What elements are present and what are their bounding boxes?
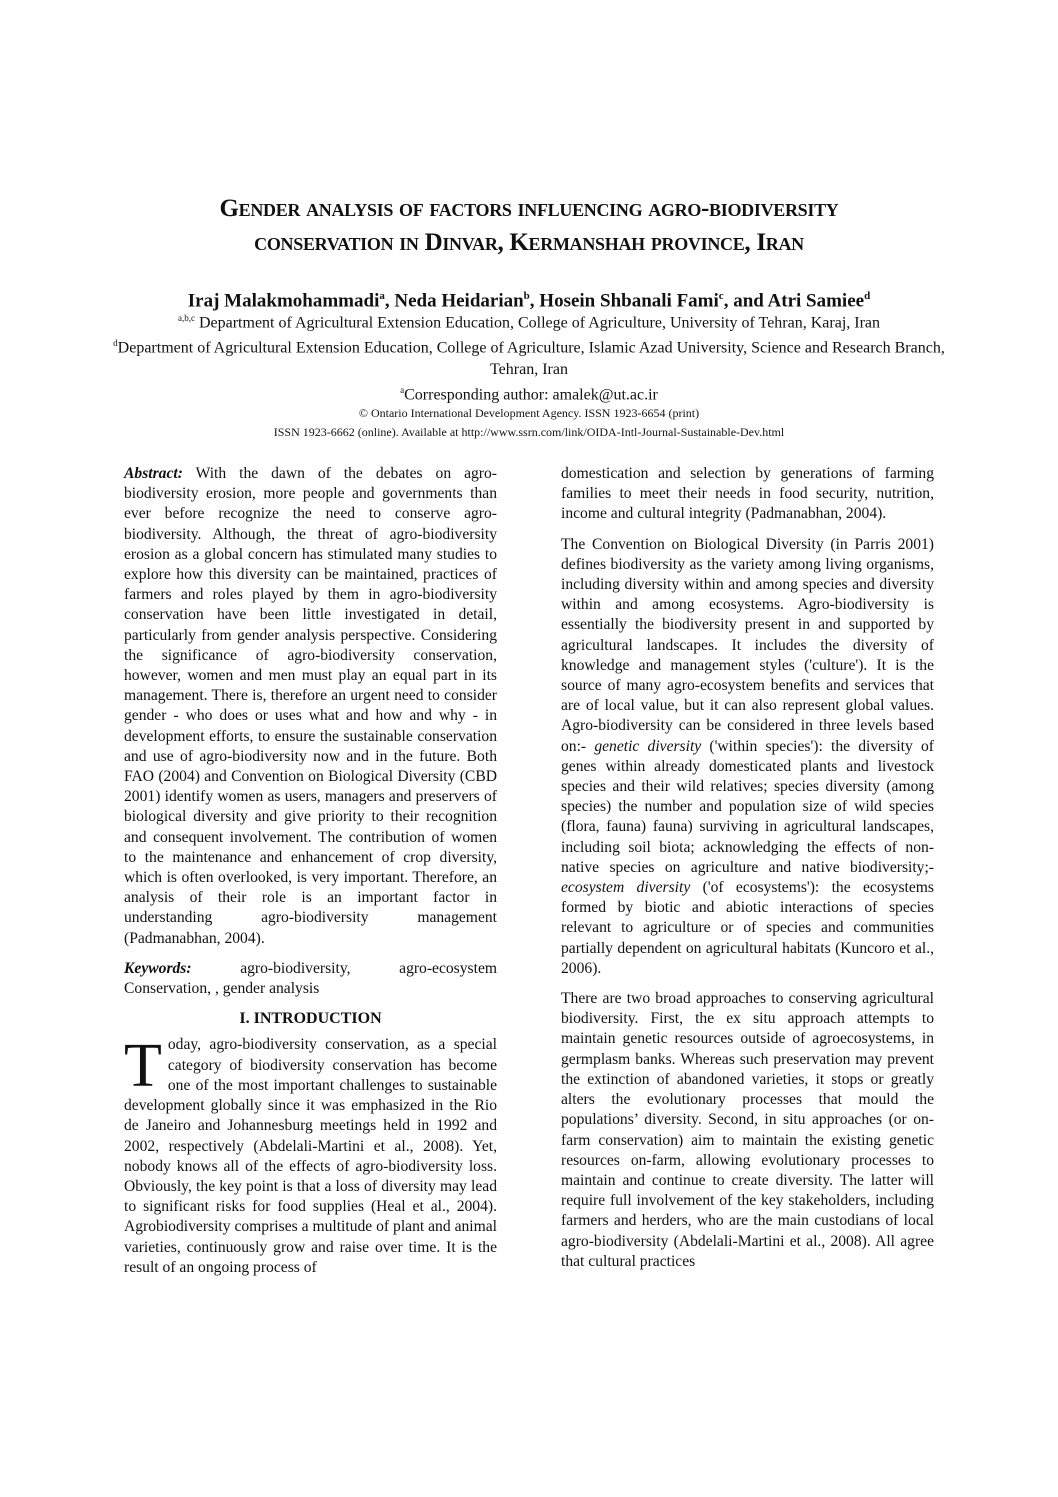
intro-paragraph-1-continued: domestication and selection by generations of farming families to meet their needs in food security, nutrition, income and cultural integrity (Padmanabhan, 2004). [561,465,934,523]
author-separator: , [384,290,395,312]
copyright-line-1: © Ontario International Development Agency. ISSN 1923-6654 (print) [358,406,700,420]
author-name: Atri Samiee [767,290,865,312]
affiliation-text: Department of Agricultural Extension Education, College of Agriculture, Islamic Azad University, Science and Research Branch, Tehran, Iran [117,339,945,378]
drop-cap: T [124,1032,162,1101]
author-name: Neda Heidarian [394,290,524,312]
author-sup: a [379,290,385,302]
affiliation-sup: d [113,338,118,349]
keywords-label: Keywords: [124,959,192,977]
para2-text-a: The Convention on Biological Diversity (in Parris 2001) defines biodiversity as the variety among living organisms, including diversity within and among species and diversity within and among ecosystems. Agro-biodiversity is essentially the biodiversity present in and supported by agricultural landscapes. It includes the diversity of knowledge and management styles ('culture'). It is the source of many agro-ecosystem benefits and services that are of local value, but it can also represent global values. Agro-biodiversity can be considered in three levels based on:- [561,535,934,755]
keywords-text: agro-biodiversity, agro-ecosystem Conservation, , gender analysis [124,959,497,998]
right-column [561,464,934,1282]
title-line-2: conservation in Dinvar, Kermanshah province, Iran [254,229,804,256]
corresponding-sup: a [400,384,405,395]
abstract-label: Abstract: [124,465,183,482]
author-sup: c [718,290,724,302]
affiliation-1 [100,308,958,333]
affiliation-text: Department of Agricultural Extension Education, College of Agriculture, University of Tehran, Karaj, Iran [194,314,881,332]
author-sup: b [523,290,530,302]
para2-text-b: ('within species'): the diversity of genes within already domesticated plants and livestock species and their wild relatives; species diversity (among species) the number and population size of wild species (flora, fauna) fauna) surviving in agricultural landscapes, including soil biota; acknowledging the effects of non-native species on agriculture and native biodiversity;- [561,737,934,876]
author-name: Hosein Shbanali Fami [539,290,719,312]
affiliation-2 [100,333,958,379]
author-sup: d [864,290,871,302]
intro-paragraph-1-text: oday, agro-biodiversity conservation, as a special category of biodiversity conservation has become one of the most important challenges to sustainable development globally since it was emphasized in the Rio de Janeiro and Johannesburg meetings held in 1992 and 2002, respectively (Abdelali-Martini et al., 2008). Yet, nobody knows all of the effects of agro-biodiversity loss. Obviously, the key point is that a loss of diversity may lead to significant risks for food supplies (Heal et al., 2004). Agrobiodiversity comprises a multitude of plant and animal varieties, continuously grow and raise over time. It is the result of an ongoing process of [124,1036,497,1276]
abstract [124,464,497,949]
affiliations [100,308,958,405]
affiliation-sup: a,b,c [177,313,195,323]
para2-emphasis-genetic: genetic diversity [594,737,702,755]
author-separator: , [529,290,540,312]
left-column [124,464,497,1288]
intro-paragraph-2 [561,535,934,979]
copyright-line-2[interactable]: ISSN 1923-6662 (online). Available at http://www.ssrn.com/link/OIDA-Intl-Journal-Sustainable-Dev.html [273,425,785,439]
para2-text-c: ('of ecosystems'): the ecosystems formed by biotic and abiotic interactions of species relevant to agriculture or of species and communities partially dependent on agricultural habitats (Kuncoro et al., 2006). [561,879,934,977]
intro-paragraph-3: There are two broad approaches to conserving agricultural biodiversity. First, the ex situ approach attempts to maintain genetic resources outside of agroecosystems, in germplasm banks. Whereas such preservation may prevent the extinction of abandoned varieties, it stops or greatly alters the evolutionary processes that mould the populations’ diversity. Second, in situ approaches (or on-farm conservation) aim to maintain the existing genetic resources on-farm, allowing evolutionary processes to maintain and continue to create diversity. The latter will require full involvement of the key stakeholders, including farmers and herders, who are the main custodians of local agro-biodiversity (Abdelali-Martini et al., 2008). All agree that cultural practices [561,990,934,1270]
title-line-1: Gender analysis of factors influencing agro-biodiversity [219,195,839,222]
intro-paragraph-1 [124,1032,497,1277]
keywords [124,959,497,999]
corresponding-author [100,380,958,405]
corresponding-text[interactable]: Corresponding author: amalek@ut.ac.ir [404,385,658,403]
section-heading-introduction: I. INTRODUCTION [239,1010,382,1028]
abstract-text: With the dawn of the debates on agro-biodiversity erosion, more people and governments than ever before recognize the need to conserve agro-biodiversity. Although, the threat of agro-biodiversity erosion as a global concern has stimulated many studies to explore how this diversity can be maintained, practices of farmers and roles played by them in agro-biodiversity conservation have been little investigated in detail, particularly from gender analysis perspective. Considering the significance of agro-biodiversity conservation, however, women and men must play an equal part in its management. There is, therefore an urgent need to consider gender - who does or uses what and how and why - in development efforts, to ensure the sustainable conservation and use of agro-biodiversity now and in the future. Both FAO (2004) and Convention on Biological Diversity (CBD 2001) identify women as users, managers and preservers of biological diversity and give priority to their recognition and consequent involvement. The contribution of women to the maintenance and enhancement of crop diversity, which is often overlooked, is very important. Therefore, an analysis of their role is an important factor in understanding agro-biodiversity management (Padmanabhan, 2004). [124,465,497,947]
author-name: Iraj Malakmohammadi [187,290,380,312]
paper-title [100,192,958,260]
author-separator: , and [723,290,768,312]
copyright-notice [100,404,958,442]
para2-emphasis-ecosystem: ecosystem diversity [561,879,691,897]
